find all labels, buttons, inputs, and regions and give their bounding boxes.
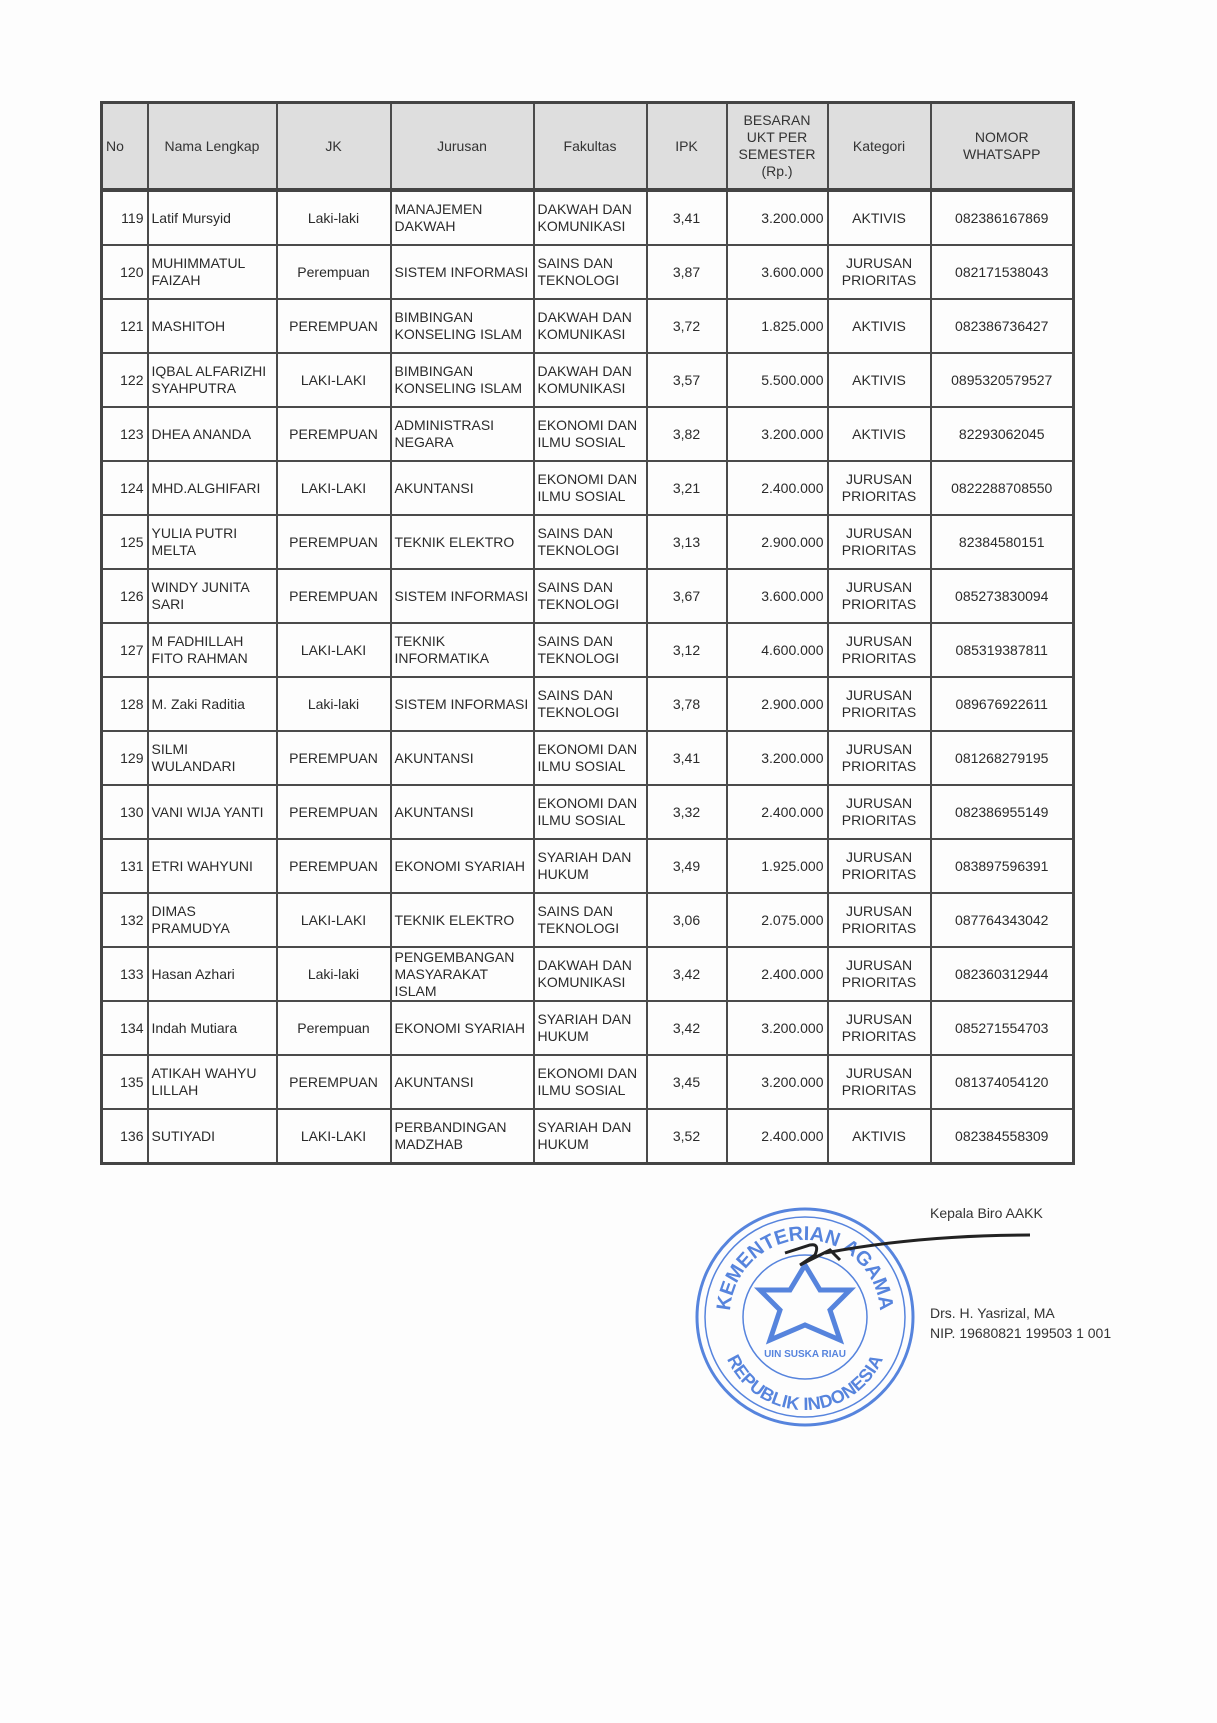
cell-faculty: EKONOMI DAN ILMU SOSIAL xyxy=(534,407,647,461)
cell-gender: PEREMPUAN xyxy=(277,839,391,893)
cell-no: 119 xyxy=(102,190,148,245)
cell-whatsapp: 085273830094 xyxy=(931,569,1074,623)
cell-no: 131 xyxy=(102,839,148,893)
cell-no: 132 xyxy=(102,893,148,947)
cell-gpa: 3,41 xyxy=(647,190,727,245)
cell-major: AKUNTANSI xyxy=(391,785,534,839)
cell-whatsapp: 0822288708550 xyxy=(931,461,1074,515)
cell-gender: Perempuan xyxy=(277,1001,391,1055)
cell-name: ATIKAH WAHYU LILLAH xyxy=(148,1055,277,1109)
cell-no: 133 xyxy=(102,947,148,1001)
cell-gpa: 3,78 xyxy=(647,677,727,731)
cell-whatsapp: 082360312944 xyxy=(931,947,1074,1001)
cell-gender: PEREMPUAN xyxy=(277,515,391,569)
cell-ukt: 3.600.000 xyxy=(727,569,828,623)
cell-major: BIMBINGAN KONSELING ISLAM xyxy=(391,299,534,353)
cell-name: M FADHILLAH FITO RAHMAN xyxy=(148,623,277,677)
cell-gender: LAKI-LAKI xyxy=(277,893,391,947)
cell-faculty: DAKWAH DAN KOMUNIKASI xyxy=(534,190,647,245)
cell-ukt: 4.600.000 xyxy=(727,623,828,677)
signatory-nip: NIP. 19680821 199503 1 001 xyxy=(930,1325,1112,1341)
cell-category: JURUSAN PRIORITAS xyxy=(828,623,931,677)
cell-gender: Laki-laki xyxy=(277,677,391,731)
student-data-table xyxy=(100,101,1075,1165)
table-row xyxy=(102,353,1074,407)
table-row xyxy=(102,839,1074,893)
table-row xyxy=(102,731,1074,785)
cell-faculty: SAINS DAN TEKNOLOGI xyxy=(534,569,647,623)
cell-gender: LAKI-LAKI xyxy=(277,623,391,677)
table-row xyxy=(102,407,1074,461)
cell-no: 120 xyxy=(102,245,148,299)
cell-faculty: EKONOMI DAN ILMU SOSIAL xyxy=(534,461,647,515)
cell-category: JURUSAN PRIORITAS xyxy=(828,461,931,515)
cell-name: DIMAS PRAMUDYA xyxy=(148,893,277,947)
cell-category: AKTIVIS xyxy=(828,299,931,353)
cell-name: SUTIYADI xyxy=(148,1109,277,1164)
cell-gpa: 3,87 xyxy=(647,245,727,299)
table-header-row xyxy=(102,103,1074,191)
svg-text:UIN SUSKA RIAU: UIN SUSKA RIAU xyxy=(764,1349,846,1360)
cell-major: EKONOMI SYARIAH xyxy=(391,839,534,893)
cell-whatsapp: 085319387811 xyxy=(931,623,1074,677)
cell-faculty: EKONOMI DAN ILMU SOSIAL xyxy=(534,1055,647,1109)
table-row xyxy=(102,623,1074,677)
cell-ukt: 5.500.000 xyxy=(727,353,828,407)
cell-major: EKONOMI SYARIAH xyxy=(391,1001,534,1055)
cell-major: BIMBINGAN KONSELING ISLAM xyxy=(391,353,534,407)
cell-faculty: DAKWAH DAN KOMUNIKASI xyxy=(534,353,647,407)
cell-name: Indah Mutiara xyxy=(148,1001,277,1055)
cell-major: TEKNIK INFORMATIKA xyxy=(391,623,534,677)
cell-name: YULIA PUTRI MELTA xyxy=(148,515,277,569)
cell-ukt: 3.200.000 xyxy=(727,190,828,245)
cell-no: 129 xyxy=(102,731,148,785)
cell-ukt: 2.400.000 xyxy=(727,785,828,839)
cell-ukt: 3.200.000 xyxy=(727,731,828,785)
cell-gender: Perempuan xyxy=(277,245,391,299)
cell-category: JURUSAN PRIORITAS xyxy=(828,515,931,569)
cell-ukt: 2.400.000 xyxy=(727,1109,828,1164)
cell-gpa: 3,41 xyxy=(647,731,727,785)
cell-major: AKUNTANSI xyxy=(391,1055,534,1109)
table-row xyxy=(102,947,1074,1001)
table-row xyxy=(102,190,1074,245)
cell-gpa: 3,42 xyxy=(647,1001,727,1055)
cell-faculty: EKONOMI DAN ILMU SOSIAL xyxy=(534,731,647,785)
cell-whatsapp: 082171538043 xyxy=(931,245,1074,299)
cell-gender: Laki-laki xyxy=(277,190,391,245)
svg-text:KEMENTERIAN AGAMA: KEMENTERIAN AGAMA xyxy=(712,1222,898,1312)
cell-name: VANI WIJA YANTI xyxy=(148,785,277,839)
cell-no: 123 xyxy=(102,407,148,461)
cell-major: SISTEM INFORMASI xyxy=(391,245,534,299)
cell-whatsapp: 087764343042 xyxy=(931,893,1074,947)
cell-gpa: 3,52 xyxy=(647,1109,727,1164)
cell-category: AKTIVIS xyxy=(828,353,931,407)
cell-gpa: 3,72 xyxy=(647,299,727,353)
cell-whatsapp: 082384558309 xyxy=(931,1109,1074,1164)
table-row xyxy=(102,245,1074,299)
cell-whatsapp: 083897596391 xyxy=(931,839,1074,893)
signature-block xyxy=(690,1205,1190,1445)
cell-major: MANAJEMEN DAKWAH xyxy=(391,190,534,245)
cell-category: JURUSAN PRIORITAS xyxy=(828,1055,931,1109)
cell-gender: PEREMPUAN xyxy=(277,299,391,353)
cell-name: ETRI WAHYUNI xyxy=(148,839,277,893)
cell-gpa: 3,12 xyxy=(647,623,727,677)
cell-gpa: 3,32 xyxy=(647,785,727,839)
cell-whatsapp: 082386736427 xyxy=(931,299,1074,353)
cell-no: 128 xyxy=(102,677,148,731)
cell-category: JURUSAN PRIORITAS xyxy=(828,785,931,839)
cell-no: 125 xyxy=(102,515,148,569)
table-row xyxy=(102,1109,1074,1164)
cell-gpa: 3,67 xyxy=(647,569,727,623)
cell-category: JURUSAN PRIORITAS xyxy=(828,893,931,947)
cell-category: AKTIVIS xyxy=(828,1109,931,1164)
cell-gender: LAKI-LAKI xyxy=(277,353,391,407)
cell-category: JURUSAN PRIORITAS xyxy=(828,677,931,731)
cell-no: 136 xyxy=(102,1109,148,1164)
cell-gpa: 3,49 xyxy=(647,839,727,893)
cell-name: Latif Mursyid xyxy=(148,190,277,245)
cell-name: WINDY JUNITA SARI xyxy=(148,569,277,623)
cell-name: Hasan Azhari xyxy=(148,947,277,1001)
cell-gpa: 3,57 xyxy=(647,353,727,407)
cell-name: MHD.ALGHIFARI xyxy=(148,461,277,515)
cell-ukt: 2.900.000 xyxy=(727,515,828,569)
cell-name: SILMI WULANDARI xyxy=(148,731,277,785)
cell-category: AKTIVIS xyxy=(828,407,931,461)
cell-faculty: SAINS DAN TEKNOLOGI xyxy=(534,893,647,947)
cell-ukt: 2.400.000 xyxy=(727,947,828,1001)
cell-gpa: 3,21 xyxy=(647,461,727,515)
cell-no: 124 xyxy=(102,461,148,515)
cell-faculty: SYARIAH DAN HUKUM xyxy=(534,1109,647,1164)
cell-major: PENGEMBANGAN MASYARAKAT ISLAM xyxy=(391,947,534,1001)
column-header-faculty: Fakultas xyxy=(534,103,647,191)
cell-faculty: SYARIAH DAN HUKUM xyxy=(534,839,647,893)
cell-faculty: SAINS DAN TEKNOLOGI xyxy=(534,677,647,731)
cell-faculty: SAINS DAN TEKNOLOGI xyxy=(534,515,647,569)
cell-category: JURUSAN PRIORITAS xyxy=(828,569,931,623)
cell-faculty: SYARIAH DAN HUKUM xyxy=(534,1001,647,1055)
table-row xyxy=(102,1055,1074,1109)
cell-ukt: 2.400.000 xyxy=(727,461,828,515)
column-header-major: Jurusan xyxy=(391,103,534,191)
cell-whatsapp: 082386955149 xyxy=(931,785,1074,839)
column-header-name: Nama Lengkap xyxy=(148,103,277,191)
column-header-ukt: BESARAN UKT PER SEMESTER (Rp.) xyxy=(727,103,828,191)
cell-no: 135 xyxy=(102,1055,148,1109)
cell-ukt: 3.200.000 xyxy=(727,1001,828,1055)
cell-ukt: 3.200.000 xyxy=(727,1055,828,1109)
cell-no: 126 xyxy=(102,569,148,623)
cell-category: JURUSAN PRIORITAS xyxy=(828,1001,931,1055)
cell-category: JURUSAN PRIORITAS xyxy=(828,839,931,893)
cell-gender: LAKI-LAKI xyxy=(277,1109,391,1164)
table-row xyxy=(102,569,1074,623)
cell-gender: LAKI-LAKI xyxy=(277,461,391,515)
cell-name: M. Zaki Raditia xyxy=(148,677,277,731)
cell-faculty: SAINS DAN TEKNOLOGI xyxy=(534,245,647,299)
cell-major: AKUNTANSI xyxy=(391,461,534,515)
cell-whatsapp: 089676922611 xyxy=(931,677,1074,731)
cell-gpa: 3,45 xyxy=(647,1055,727,1109)
cell-ukt: 1.925.000 xyxy=(727,839,828,893)
signatory-name: Drs. H. Yasrizal, MA xyxy=(930,1305,1055,1321)
cell-major: TEKNIK ELEKTRO xyxy=(391,893,534,947)
cell-ukt: 2.900.000 xyxy=(727,677,828,731)
cell-faculty: DAKWAH DAN KOMUNIKASI xyxy=(534,947,647,1001)
table-row xyxy=(102,461,1074,515)
cell-major: TEKNIK ELEKTRO xyxy=(391,515,534,569)
cell-no: 121 xyxy=(102,299,148,353)
cell-ukt: 2.075.000 xyxy=(727,893,828,947)
cell-whatsapp: 82293062045 xyxy=(931,407,1074,461)
cell-category: JURUSAN PRIORITAS xyxy=(828,245,931,299)
cell-name: IQBAL ALFARIZHI SYAHPUTRA xyxy=(148,353,277,407)
cell-gender: PEREMPUAN xyxy=(277,407,391,461)
cell-gpa: 3,13 xyxy=(647,515,727,569)
cell-major: AKUNTANSI xyxy=(391,731,534,785)
cell-no: 127 xyxy=(102,623,148,677)
column-header-whatsapp: NOMOR WHATSAPP xyxy=(931,103,1074,191)
cell-name: MASHITOH xyxy=(148,299,277,353)
cell-faculty: DAKWAH DAN KOMUNIKASI xyxy=(534,299,647,353)
svg-text:REPUBLIK INDONESIA: REPUBLIK INDONESIA xyxy=(723,1351,887,1415)
cell-whatsapp: 081374054120 xyxy=(931,1055,1074,1109)
cell-name: MUHIMMATUL FAIZAH xyxy=(148,245,277,299)
cell-faculty: SAINS DAN TEKNOLOGI xyxy=(534,623,647,677)
cell-whatsapp: 082386167869 xyxy=(931,190,1074,245)
cell-no: 130 xyxy=(102,785,148,839)
table-row xyxy=(102,893,1074,947)
cell-category: JURUSAN PRIORITAS xyxy=(828,947,931,1001)
cell-ukt: 3.200.000 xyxy=(727,407,828,461)
cell-whatsapp: 0895320579527 xyxy=(931,353,1074,407)
cell-category: AKTIVIS xyxy=(828,190,931,245)
column-header-gpa: IPK xyxy=(647,103,727,191)
cell-gender: PEREMPUAN xyxy=(277,785,391,839)
cell-no: 122 xyxy=(102,353,148,407)
cell-faculty: EKONOMI DAN ILMU SOSIAL xyxy=(534,785,647,839)
column-header-category: Kategori xyxy=(828,103,931,191)
table-row xyxy=(102,1001,1074,1055)
cell-major: SISTEM INFORMASI xyxy=(391,569,534,623)
cell-ukt: 1.825.000 xyxy=(727,299,828,353)
cell-gpa: 3,06 xyxy=(647,893,727,947)
table-row xyxy=(102,677,1074,731)
cell-ukt: 3.600.000 xyxy=(727,245,828,299)
cell-major: ADMINISTRASI NEGARA xyxy=(391,407,534,461)
cell-no: 134 xyxy=(102,1001,148,1055)
cell-name: DHEA ANANDA xyxy=(148,407,277,461)
cell-gender: Laki-laki xyxy=(277,947,391,1001)
cell-whatsapp: 085271554703 xyxy=(931,1001,1074,1055)
cell-gpa: 3,42 xyxy=(647,947,727,1001)
cell-major: SISTEM INFORMASI xyxy=(391,677,534,731)
column-header-no: No xyxy=(102,103,148,191)
signatory-title: Kepala Biro AAKK xyxy=(930,1205,1043,1221)
cell-gender: PEREMPUAN xyxy=(277,1055,391,1109)
cell-whatsapp: 82384580151 xyxy=(931,515,1074,569)
column-header-gender: JK xyxy=(277,103,391,191)
table-row xyxy=(102,515,1074,569)
cell-gender: PEREMPUAN xyxy=(277,569,391,623)
table-row xyxy=(102,785,1074,839)
cell-category: JURUSAN PRIORITAS xyxy=(828,731,931,785)
cell-gpa: 3,82 xyxy=(647,407,727,461)
cell-whatsapp: 081268279195 xyxy=(931,731,1074,785)
table-row xyxy=(102,299,1074,353)
cell-gender: PEREMPUAN xyxy=(277,731,391,785)
cell-major: PERBANDINGAN MADZHAB xyxy=(391,1109,534,1164)
